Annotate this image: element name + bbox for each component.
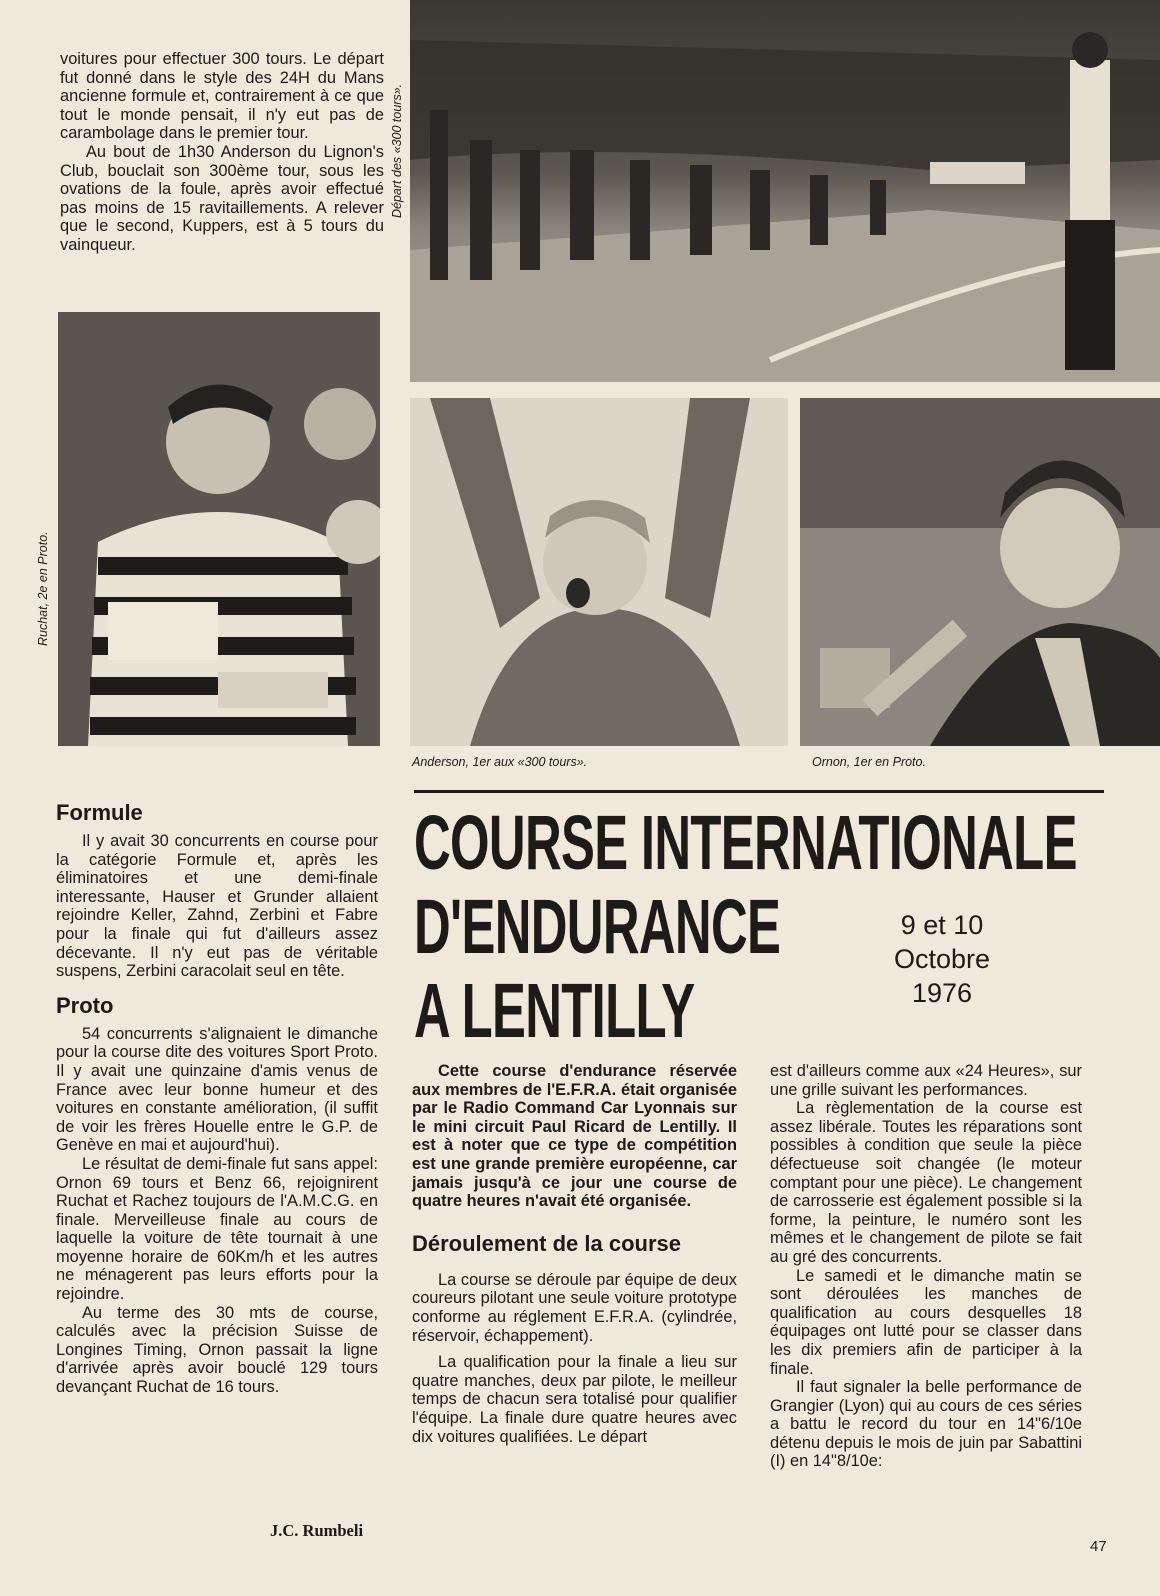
middle-column (412, 1062, 737, 1446)
headline-line-2: D'ENDURANCE (414, 884, 781, 970)
photo-anderson (410, 398, 788, 746)
caption-ornon: Ornon, 1er en Proto. (812, 755, 926, 769)
photo-ruchat (58, 312, 380, 746)
right-paragraph-2: La règlementation de la course est assez libérale. Toutes les réparations sont possibles à condition que seule la pièce défectueuse soit changée (le moteur comptant pour une pièce). Le changement de carrosserie est également possible si la forme, la peinture, le numéro sont les mêmes et le changement de pilote se fait au gré des concurrents. (770, 1099, 1082, 1266)
date-line-3: 1976 (911, 978, 973, 1008)
deroulement-heading: Déroulement de la course (412, 1230, 681, 1256)
caption-anderson: Anderson, 1er aux «300 tours». (412, 755, 588, 769)
author-signature: J.C. Rumbeli (270, 1521, 364, 1540)
page-number: 47 (1090, 1538, 1107, 1555)
event-date (882, 908, 1002, 1010)
headline-line-1: COURSE INTERNATIONALE (414, 800, 1077, 886)
proto-heading: Proto (56, 992, 114, 1018)
right-paragraph-3: Le samedi et le dimanche matin se sont déroulées les manches de qualification au cours desquelles 18 équipages ont lutté pour se classer dans les dix premiers afin de participer à la finale. (770, 1266, 1082, 1378)
intro-paragraph: Cette course d'endurance réservée aux membres de l'E.F.R.A. était organisée par le Radio Command Car Lyonnais sur le mini circuit Paul Ricard de Lentilly. Il est à noter que ce type de compétition est une grande première européenne, car jamais jusqu'à ce jour une course de quatre heures n'avait été organisée. (412, 1062, 737, 1211)
proto-paragraph-2: Le résultat de demi-finale fut sans appel: Ornon 69 tours et Benz 66, rejoignirent Ruchat et Rachez toujours de l'A.M.C.G. en finale. Merveilleuse finale au cours de laquelle la voiture de tête tournait à une moyenne horaire de 60Km/h et les autres ne ménagerent pas leurs efforts pour la rejoindre. (56, 1154, 378, 1304)
right-paragraph-1: est d'ailleurs comme aux «24 Heures», sur une grille suivant les performances. (770, 1062, 1082, 1099)
formule-text: Il y avait 30 concurrents en course pour la catégorie Formule et, après les éliminatoires et une demi-finale interessante, Hauser et Grunder allaient rejoindre Keller, Zahnd, Zerbini et Fabre pour la finale qui fut d'ailleurs assez décevante. Il n'y eut pas de véritable suspens, Zerbini caracolait seul en tête. (56, 832, 378, 981)
proto-paragraph-1: 54 concurrents s'alignaient le dimanche pour la course dite des voitures Sport Proto. Il y avait une quinzaine d'amis venus de France avec leur bonne humeur et des voitures en constante amélioration, (il suffit de voir les frères Houelle entre le G.P. de Genève en mai et aujourd'hui). (56, 1024, 378, 1155)
photo-start-crowd (410, 0, 1160, 382)
top-paragraph-1: voitures pour effectuer 300 tours. Le départ fut donné dans le style des 24H du Mans ancienne formule et, contrairement à ce que tout le monde pensait, il n'y eut pas de carambolage dans le premier tour. (60, 50, 384, 143)
caption-start: Départ des «300 tours». (390, 83, 404, 218)
caption-ruchat: Ruchat, 2e en Proto. (36, 531, 50, 646)
photo-ornon (800, 398, 1160, 746)
top-paragraph-2: Au bout de 1h30 Anderson du Lignon's Club, bouclait son 300ème tour, sous les ovations de la foule, après avoir effectué pas moins de 15 ravitaillements. A relever que le second, Kuppers, est à 5 tours du vainqueur. (60, 142, 384, 254)
right-paragraph-4: Il faut signaler la belle performance de Grangier (Lyon) qui au cours de ces séries a battu le record du tour en 14"6/10e détenu depuis le mois de juin par Sabattini (I) en 14"8/10e: (770, 1378, 1082, 1471)
date-line-2: Octobre (893, 944, 991, 974)
headline-line-3: A LENTILLY (414, 968, 695, 1054)
headline-rule (414, 790, 1104, 793)
date-line-1: 9 et 10 (900, 910, 984, 940)
proto-paragraph-3: Au terme des 30 mts de course, calculés avec la précision Suisse de Longines Timing, Ornon passait la ligne d'arrivée après avoir bouclé 129 tours devançant Ruchat de 16 tours. (56, 1303, 378, 1397)
right-column (770, 1062, 1082, 1471)
intro-continuation (60, 50, 384, 255)
deroulement-paragraph-1: La course se déroule par équipe de deux coureurs pilotant une seule voiture prototype conforme au réglement E.F.R.A. (cylindrée, réservoir, échappement). (412, 1270, 737, 1345)
formule-heading: Formule (56, 800, 143, 825)
left-column (56, 800, 378, 1397)
deroulement-paragraph-2: La qualification pour la finale a lieu sur quatre manches, deux par pilote, le meilleur temps de chacun sera totalisé pour qualifier l'équipe. La finale dure quatre heures avec dix voitures qualifiées. Le départ (412, 1353, 737, 1446)
